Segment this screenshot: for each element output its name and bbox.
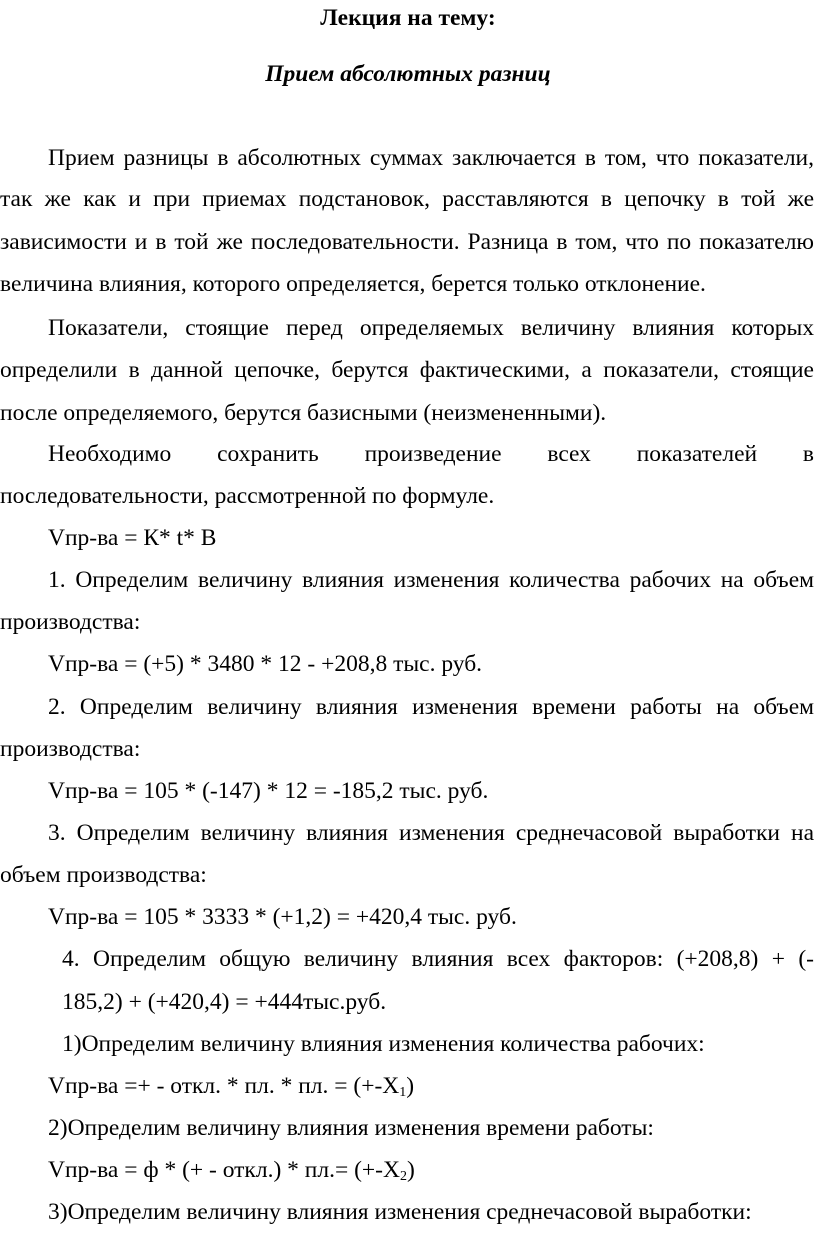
paragraph3-line1: Необходимо сохранить произведение всех показателей в (48, 441, 814, 467)
sub3-heading: 3)Определим величину влияния изменения среднечасовой выработки: (48, 1199, 752, 1225)
sub1-heading: 1)Определим величину влияния изменения количества рабочих: (62, 1031, 705, 1057)
paragraph1-line3: зависимости и в той же последовательности. Разница в том, что по показателю (0, 229, 814, 255)
sub1-formula: Vпр-ва =+ - откл. * пл. * пл. = (+-Х (48, 1073, 400, 1099)
sub1-formula-line (48, 1071, 414, 1101)
sub2-heading: 2)Определим величину влияния изменения времени работы: (48, 1115, 654, 1141)
step4-line1: 4. Определим общую величину влияния всех факторов: (+208,8) + (- (62, 946, 814, 972)
paragraph1-line4: величина влияния, которого определяется, берется только отклонение. (0, 271, 706, 297)
step1-line1: 1. Определим величину влияния изменения количества рабочих на объем (48, 567, 814, 593)
formula-main: Vпр-ва = К* t* В (48, 525, 217, 551)
step1-line2: производства: (0, 609, 141, 635)
step3-formula: Vпр-ва = 105 * 3333 * (+1,2) = +420,4 тыс. руб. (48, 904, 517, 930)
step4-line2: 185,2) + (+420,4) = +444тыс.руб. (62, 989, 387, 1015)
paragraph1-line2: так же как и при приемах подстановок, расставляются в цепочку в той же (0, 186, 814, 212)
step3-line2: объем производства: (0, 862, 207, 888)
sub1-close: ) (406, 1073, 415, 1099)
paragraph1-line1: Прием разницы в абсолютных суммах заключается в том, что показатели, (48, 145, 814, 171)
paragraph2-line2: определили в данной цепочке, берутся фактическими, а показатели, стоящие (0, 357, 814, 383)
sub2-index: 2 (399, 1169, 407, 1184)
sub2-formula-line (48, 1155, 415, 1185)
sub2-close: ) (406, 1157, 415, 1183)
step2-formula: Vпр-ва = 105 * (-147) * 12 = -185,2 тыс. руб. (48, 778, 489, 804)
sub2-formula: Vпр-ва = ф * (+ - откл.) * пл.= (+-Х (48, 1157, 400, 1183)
sub1-index: 1 (399, 1085, 407, 1100)
paragraph2-line3: после определяемого, берутся базисными (неизмененными). (0, 400, 607, 426)
step2-line1: 2. Определим величину влияния изменения времени работы на объем (48, 694, 814, 720)
paragraph2-line1: Показатели, стоящие перед определяемых величину влияния которых (48, 315, 814, 341)
document-subtitle: Прием абсолютных разниц (265, 61, 551, 87)
document-title: Лекция на тему: (320, 5, 496, 31)
step1-formula: Vпр-ва = (+5) * 3480 * 12 - +208,8 тыс. руб. (48, 651, 483, 677)
step3-line1: 3. Определим величину влияния изменения среднечасовой выработки на (48, 820, 814, 846)
paragraph3-line2: последовательности, рассмотренной по формуле. (0, 483, 495, 509)
step2-line2: производства: (0, 736, 141, 762)
